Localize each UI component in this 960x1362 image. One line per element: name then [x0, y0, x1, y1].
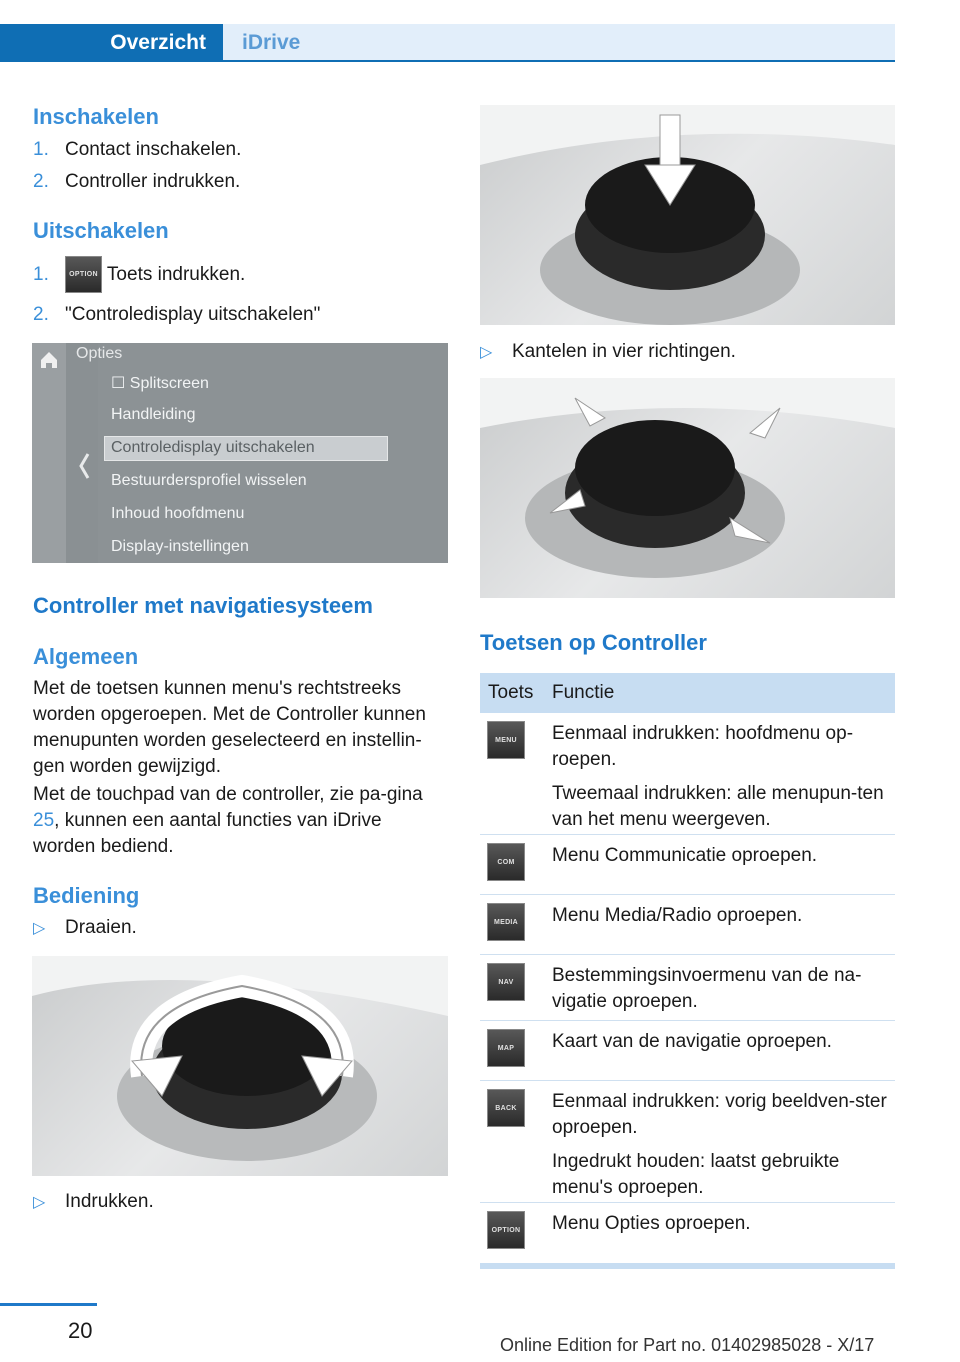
bullet-triangle-icon: ▷	[480, 344, 493, 361]
heading-inschakelen: Inschakelen	[33, 104, 159, 129]
paragraph-text: Met de touchpad van de controller, zie pa-gina	[33, 784, 423, 805]
paragraph-algemeen: Met de toetsen kunnen menu's rechtstreeks worden opgeroepen. Met de Controller kunnen menupunten worden geselecteerd en instellin-gen worden gewijzigd.	[33, 678, 426, 777]
paragraph-touchpad	[33, 782, 449, 860]
step-number: 1.	[33, 139, 49, 160]
option-splitscreen: ☐ Splitscreen	[111, 375, 209, 392]
row-text	[552, 1211, 892, 1245]
option-controledisplay: Controledisplay uitschakelen	[111, 439, 315, 456]
row-text	[552, 1089, 892, 1209]
row-text	[552, 721, 892, 841]
row-line: Menu Opties oproepen.	[552, 1213, 751, 1234]
tab-overzicht[interactable]: Overzicht	[0, 24, 223, 62]
table-row	[480, 1081, 895, 1203]
table-header	[480, 673, 895, 713]
row-line: Bestemmingsinvoermenu van de na-vigatie oproepen.	[552, 965, 862, 1012]
row-text	[552, 1029, 892, 1063]
row-text	[552, 843, 892, 877]
table-row	[480, 955, 895, 1021]
list-item	[33, 256, 245, 293]
option-key-icon: OPTION	[65, 256, 102, 293]
list-item	[33, 303, 320, 327]
row-line: Kaart van de navigatie oproepen.	[552, 1031, 832, 1052]
heading-algemeen: Algemeen	[33, 644, 139, 669]
row-line: Eenmaal indrukken: vorig beeldven-ster oproepen.	[552, 1091, 887, 1138]
home-icon	[32, 345, 66, 375]
map-key-icon: MAP	[487, 1029, 525, 1067]
bullet-text: Draaien.	[65, 917, 137, 938]
edition-text: Online Edition for Part no. 01402985028 - X/17	[500, 1335, 875, 1355]
option-bestuurdersprofiel: Bestuurdersprofiel wisselen	[111, 472, 307, 489]
sidebar	[32, 343, 67, 563]
com-key-icon: COM	[487, 843, 525, 881]
options-display-screenshot	[32, 343, 448, 563]
row-line: Tweemaal indrukken: alle menupun-ten van het menu weergeven.	[552, 783, 884, 830]
list-item	[33, 138, 241, 162]
heading-toetsen: Toetsen op Controller	[480, 630, 707, 655]
controller-rotate-image	[32, 956, 448, 1176]
row-line: Menu Communicatie oproepen.	[552, 845, 818, 866]
list-item	[33, 1190, 154, 1215]
row-text	[552, 963, 892, 1023]
list-item	[480, 340, 736, 365]
list-item	[33, 916, 137, 941]
controller-tilt-image	[480, 378, 895, 598]
step-number: 2.	[33, 171, 49, 192]
bullet-triangle-icon: ▷	[33, 920, 46, 937]
heading-bediening: Bediening	[33, 883, 140, 908]
controller-press-image	[480, 105, 895, 325]
row-line: Ingedrukt houden: laatst gebruikte menu's oproepen.	[552, 1151, 840, 1198]
table-row	[480, 835, 895, 895]
bullet-triangle-icon: ▷	[33, 1194, 46, 1211]
tab-underline	[0, 60, 895, 62]
heading-uitschakelen: Uitschakelen	[33, 218, 169, 243]
list-item	[33, 170, 240, 194]
chevron-left-icon	[72, 446, 104, 486]
step-number: 1.	[33, 263, 49, 285]
top-tab-bar	[0, 0, 895, 62]
menu-key-icon: MENU	[487, 721, 525, 759]
tab-idrive[interactable]: iDrive	[223, 24, 895, 62]
table-row	[480, 1021, 895, 1081]
option-display-instellingen: Display-instellingen	[111, 538, 249, 555]
option-key-icon: OPTION	[487, 1211, 525, 1249]
table-row	[480, 713, 895, 835]
nav-key-icon: NAV	[487, 963, 525, 1001]
heading-controller-navigatie: Controller met navigatiesysteem	[33, 593, 373, 618]
table-row	[480, 895, 895, 955]
step-text: "Controledisplay uitschakelen"	[65, 304, 321, 325]
step-text: Controller indrukken.	[65, 171, 241, 192]
controller-press-illustration	[480, 105, 895, 325]
back-strip	[66, 343, 98, 563]
row-line: Menu Media/Radio oproepen.	[552, 905, 803, 926]
footer-line	[0, 1303, 97, 1306]
table-row	[480, 1203, 895, 1262]
controller-tilt-illustration	[480, 378, 895, 598]
col-functie: Functie	[552, 682, 615, 703]
options-title: Opties	[76, 345, 123, 362]
table-bottom-border	[480, 1263, 895, 1269]
row-text	[552, 903, 892, 937]
page-number: 20	[68, 1318, 93, 1343]
step-text: Toets indrukken.	[102, 263, 246, 285]
back-key-icon: BACK	[487, 1089, 525, 1127]
row-line: Eenmaal indrukken: hoofdmenu op-roepen.	[552, 723, 854, 770]
option-inhoud-hoofdmenu: Inhoud hoofdmenu	[111, 505, 245, 522]
media-key-icon: MEDIA	[487, 903, 525, 941]
step-number: 2.	[33, 304, 49, 325]
bullet-text: Kantelen in vier richtingen.	[512, 341, 736, 362]
step-text: Contact inschakelen.	[65, 139, 242, 160]
page-link[interactable]: 25	[33, 810, 55, 831]
option-handleiding: Handleiding	[111, 406, 196, 423]
col-toets: Toets	[488, 682, 534, 703]
controller-rotate-illustration	[32, 956, 448, 1176]
paragraph-text: , kunnen een aantal functies van iDrive worden bediend.	[33, 810, 382, 857]
bullet-text: Indrukken.	[65, 1191, 154, 1212]
